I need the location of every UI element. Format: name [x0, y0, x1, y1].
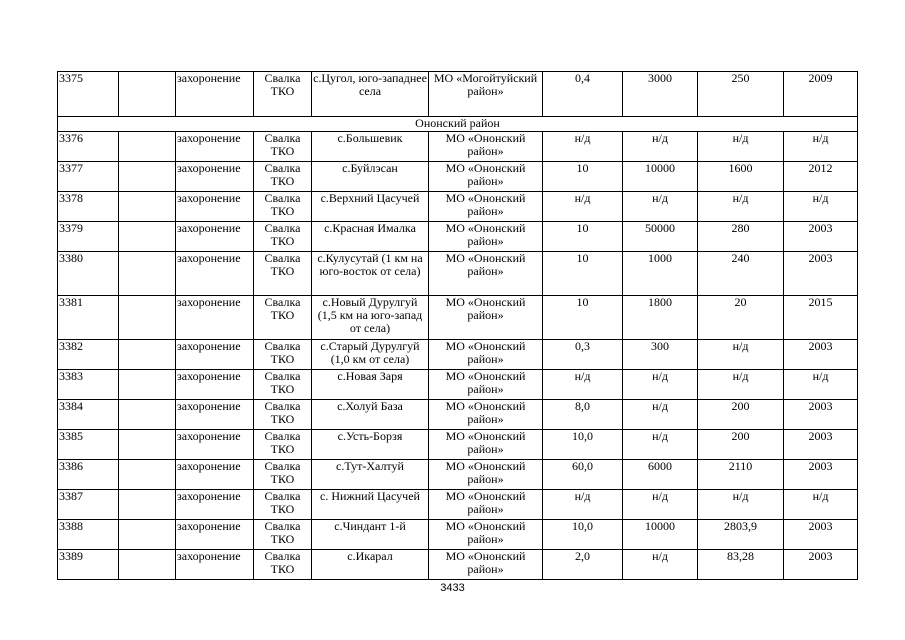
volume-cell: 10000: [623, 520, 698, 550]
capacity-cell: 1600: [698, 162, 784, 192]
year-cell: н/д: [784, 192, 858, 222]
capacity-cell: 280: [698, 222, 784, 252]
year-cell: 2003: [784, 460, 858, 490]
activity-cell: захоронение: [176, 252, 254, 296]
empty-cell: [119, 72, 176, 117]
empty-cell: [119, 222, 176, 252]
table-row: [58, 520, 858, 550]
activity-cell: захоронение: [176, 460, 254, 490]
capacity-cell: 250: [698, 72, 784, 117]
area-cell: н/д: [543, 490, 623, 520]
area-cell: 10: [543, 252, 623, 296]
location-cell: с.Усть-Борзя: [312, 430, 429, 460]
location-cell: с. Нижний Цасучей: [312, 490, 429, 520]
volume-cell: 50000: [623, 222, 698, 252]
activity-cell: захоронение: [176, 430, 254, 460]
location-cell: с.Кулусутай (1 км на юго-восток от села): [312, 252, 429, 296]
table-row: [58, 340, 858, 370]
table-row: [58, 490, 858, 520]
volume-cell: н/д: [623, 132, 698, 162]
object-type-cell: Свалка ТКО: [254, 340, 312, 370]
location-cell: с.Верхний Цасучей: [312, 192, 429, 222]
location-cell: с.Цугол, юго-западнее села: [312, 72, 429, 117]
empty-cell: [119, 162, 176, 192]
capacity-cell: 2110: [698, 460, 784, 490]
municipality-cell: МО «Могойтуйский район»: [429, 72, 543, 117]
area-cell: 60,0: [543, 460, 623, 490]
empty-cell: [119, 490, 176, 520]
object-type-cell: Свалка ТКО: [254, 490, 312, 520]
empty-cell: [119, 252, 176, 296]
year-cell: 2015: [784, 296, 858, 340]
location-cell: с.Новый Дурулгуй (1,5 км на юго-запад от села): [312, 296, 429, 340]
row-number: 3385: [58, 430, 119, 460]
activity-cell: захоронение: [176, 400, 254, 430]
activity-cell: захоронение: [176, 340, 254, 370]
activity-cell: захоронение: [176, 192, 254, 222]
area-cell: 0,4: [543, 72, 623, 117]
year-cell: 2003: [784, 520, 858, 550]
empty-cell: [119, 460, 176, 490]
empty-cell: [119, 550, 176, 580]
activity-cell: захоронение: [176, 132, 254, 162]
object-type-cell: Свалка ТКО: [254, 252, 312, 296]
area-cell: н/д: [543, 370, 623, 400]
capacity-cell: 240: [698, 252, 784, 296]
object-type-cell: Свалка ТКО: [254, 222, 312, 252]
registry-table: [57, 71, 858, 580]
empty-cell: [119, 520, 176, 550]
capacity-cell: н/д: [698, 490, 784, 520]
capacity-cell: н/д: [698, 192, 784, 222]
object-type-cell: Свалка ТКО: [254, 460, 312, 490]
row-number: 3375: [58, 72, 119, 117]
table-row: [58, 252, 858, 296]
page-number: 3433: [440, 582, 465, 594]
section-title: Ононский район: [58, 117, 858, 132]
area-cell: 10: [543, 222, 623, 252]
empty-cell: [119, 340, 176, 370]
volume-cell: н/д: [623, 430, 698, 460]
area-cell: 10,0: [543, 430, 623, 460]
year-cell: 2003: [784, 550, 858, 580]
capacity-cell: 2803,9: [698, 520, 784, 550]
location-cell: с.Новая Заря: [312, 370, 429, 400]
location-cell: с.Тут-Халтуй: [312, 460, 429, 490]
year-cell: 2003: [784, 340, 858, 370]
object-type-cell: Свалка ТКО: [254, 370, 312, 400]
municipality-cell: МО «Ононский район»: [429, 460, 543, 490]
year-cell: н/д: [784, 490, 858, 520]
row-number: 3380: [58, 252, 119, 296]
table-row: [58, 430, 858, 460]
volume-cell: 1000: [623, 252, 698, 296]
empty-cell: [119, 400, 176, 430]
capacity-cell: 83,28: [698, 550, 784, 580]
empty-cell: [119, 430, 176, 460]
object-type-cell: Свалка ТКО: [254, 550, 312, 580]
year-cell: н/д: [784, 370, 858, 400]
municipality-cell: МО «Ононский район»: [429, 192, 543, 222]
year-cell: 2003: [784, 222, 858, 252]
area-cell: н/д: [543, 192, 623, 222]
area-cell: 10: [543, 296, 623, 340]
row-number: 3381: [58, 296, 119, 340]
table-row: [58, 222, 858, 252]
capacity-cell: 200: [698, 400, 784, 430]
capacity-cell: н/д: [698, 340, 784, 370]
municipality-cell: МО «Ононский район»: [429, 400, 543, 430]
location-cell: с.Икарал: [312, 550, 429, 580]
year-cell: 2003: [784, 400, 858, 430]
table-row: [58, 296, 858, 340]
rows-body: [58, 132, 858, 580]
row-number: 3388: [58, 520, 119, 550]
volume-cell: 1800: [623, 296, 698, 340]
municipality-cell: МО «Ононский район»: [429, 430, 543, 460]
volume-cell: 300: [623, 340, 698, 370]
year-cell: 2003: [784, 252, 858, 296]
volume-cell: 10000: [623, 162, 698, 192]
capacity-cell: 200: [698, 430, 784, 460]
activity-cell: захоронение: [176, 162, 254, 192]
year-cell: н/д: [784, 132, 858, 162]
municipality-cell: МО «Ононский район»: [429, 490, 543, 520]
activity-cell: захоронение: [176, 222, 254, 252]
location-cell: с.Красная Ималка: [312, 222, 429, 252]
year-cell: 2012: [784, 162, 858, 192]
empty-cell: [119, 192, 176, 222]
object-type-cell: Свалка ТКО: [254, 192, 312, 222]
object-type-cell: Свалка ТКО: [254, 296, 312, 340]
volume-cell: н/д: [623, 550, 698, 580]
table-row: [58, 550, 858, 580]
area-cell: н/д: [543, 132, 623, 162]
municipality-cell: МО «Ононский район»: [429, 296, 543, 340]
capacity-cell: н/д: [698, 370, 784, 400]
empty-cell: [119, 296, 176, 340]
volume-cell: н/д: [623, 490, 698, 520]
area-cell: 2,0: [543, 550, 623, 580]
activity-cell: захоронение: [176, 72, 254, 117]
table-row: [58, 370, 858, 400]
municipality-cell: МО «Ононский район»: [429, 222, 543, 252]
row-number: 3386: [58, 460, 119, 490]
capacity-cell: 20: [698, 296, 784, 340]
row-number: 3378: [58, 192, 119, 222]
area-cell: 10,0: [543, 520, 623, 550]
municipality-cell: МО «Ононский район»: [429, 370, 543, 400]
activity-cell: захоронение: [176, 370, 254, 400]
row-number: 3376: [58, 132, 119, 162]
location-cell: с.Буйлэсан: [312, 162, 429, 192]
volume-cell: н/д: [623, 192, 698, 222]
location-cell: с.Чиндант 1-й: [312, 520, 429, 550]
location-cell: с.Старый Дурулгуй (1,0 км от села): [312, 340, 429, 370]
activity-cell: захоронение: [176, 296, 254, 340]
empty-cell: [119, 370, 176, 400]
volume-cell: н/д: [623, 400, 698, 430]
area-cell: 10: [543, 162, 623, 192]
capacity-cell: н/д: [698, 132, 784, 162]
object-type-cell: Свалка ТКО: [254, 132, 312, 162]
municipality-cell: МО «Ононский район»: [429, 132, 543, 162]
year-cell: 2009: [784, 72, 858, 117]
row-number: 3377: [58, 162, 119, 192]
object-type-cell: Свалка ТКО: [254, 520, 312, 550]
volume-cell: 6000: [623, 460, 698, 490]
table-row: [58, 72, 858, 117]
table-row: [58, 162, 858, 192]
object-type-cell: Свалка ТКО: [254, 430, 312, 460]
row-number: 3382: [58, 340, 119, 370]
activity-cell: захоронение: [176, 520, 254, 550]
location-cell: с.Холуй База: [312, 400, 429, 430]
volume-cell: н/д: [623, 370, 698, 400]
section-row: [58, 117, 858, 132]
volume-cell: 3000: [623, 72, 698, 117]
area-cell: 8,0: [543, 400, 623, 430]
row-number: 3379: [58, 222, 119, 252]
row-number: 3387: [58, 490, 119, 520]
row-number: 3389: [58, 550, 119, 580]
table-row: [58, 132, 858, 162]
table-row: [58, 192, 858, 222]
municipality-cell: МО «Ононский район»: [429, 520, 543, 550]
row-number: 3384: [58, 400, 119, 430]
object-type-cell: Свалка ТКО: [254, 400, 312, 430]
activity-cell: захоронение: [176, 550, 254, 580]
object-type-cell: Свалка ТКО: [254, 162, 312, 192]
municipality-cell: МО «Ононский район»: [429, 550, 543, 580]
location-cell: с.Большевик: [312, 132, 429, 162]
activity-cell: захоронение: [176, 490, 254, 520]
row-number: 3383: [58, 370, 119, 400]
area-cell: 0,3: [543, 340, 623, 370]
municipality-cell: МО «Ононский район»: [429, 162, 543, 192]
object-type-cell: Свалка ТКО: [254, 72, 312, 117]
table-row: [58, 460, 858, 490]
municipality-cell: МО «Ононский район»: [429, 340, 543, 370]
year-cell: 2003: [784, 430, 858, 460]
table-row: [58, 400, 858, 430]
municipality-cell: МО «Ононский район»: [429, 252, 543, 296]
empty-cell: [119, 132, 176, 162]
